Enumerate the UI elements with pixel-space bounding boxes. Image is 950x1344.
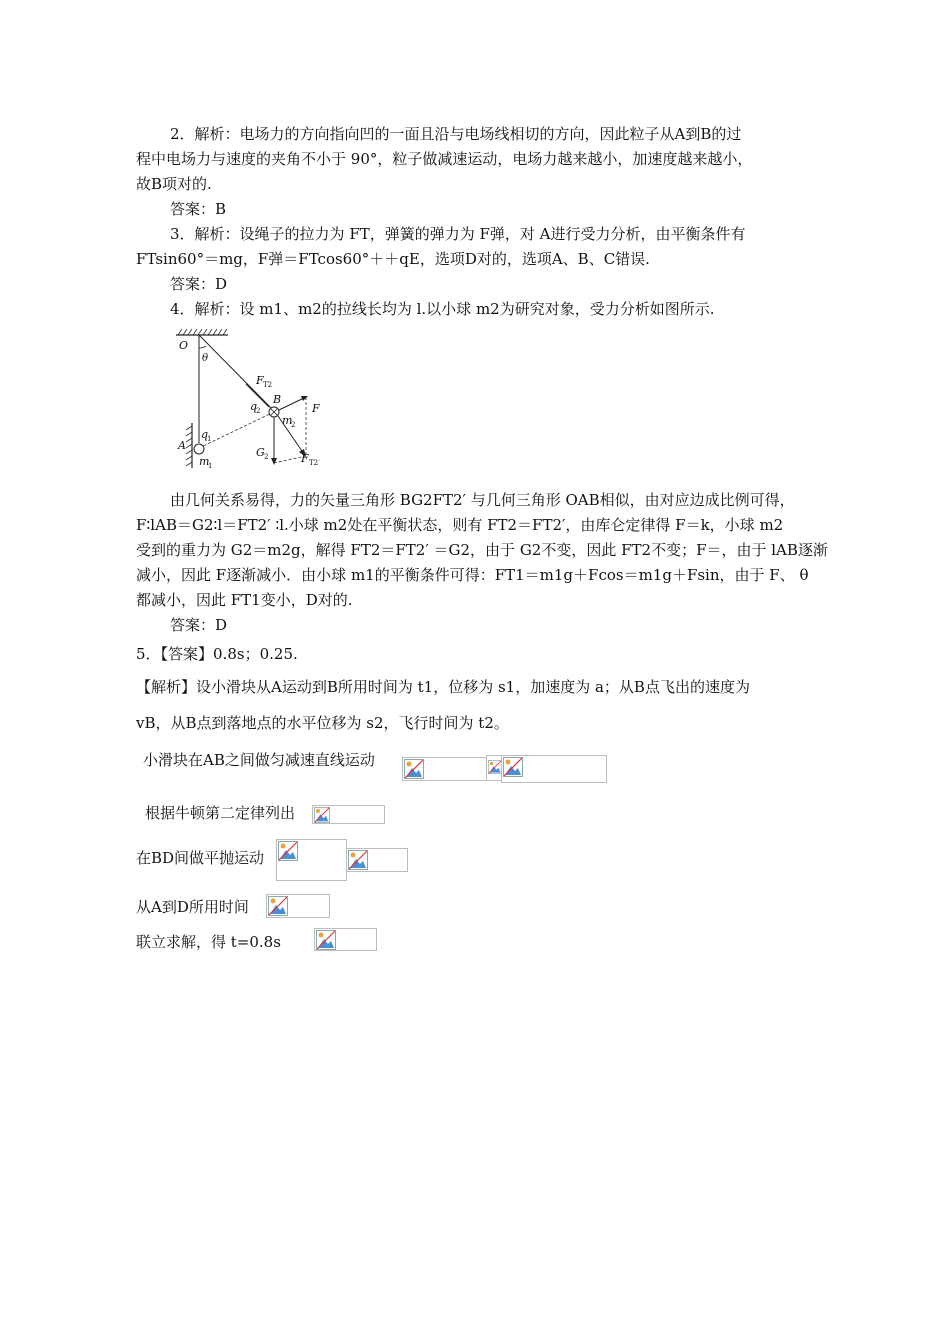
svg-text:1: 1 [207,435,212,443]
line-5-7: 联立求解，得 t=0.8s [136,933,281,951]
line-2-3: 故B项对的. [136,175,212,193]
line-5-4: 根据牛顿第二定律列出 [145,804,296,822]
line-4-3: F∶lAB＝G2∶l＝FT2′ ∶l.小球 m2处在平衡状态，则有 FT2＝FT2′，由库仑定律得 F＝k，小球 m2 [136,516,784,534]
line-2-1: 2．解析：电场力的方向指向凹的一面且沿与电场线相切的方向，因此粒子从A到B的过 [170,125,742,143]
broken-image-icon [268,896,288,916]
line-4-5: 减小，因此 F逐渐减小．由小球 m1的平衡条件可得：FT1＝m1g＋Fcos＝m1g＋Fsin，由于 F、 θ [136,566,809,584]
line-4-1: 4．解析：设 m1、m2的拉线长均为 l.以小球 m2为研究对象，受力分析如图所示. [170,300,715,318]
line-4-2: 由几何关系易得，力的矢量三角形 BG2FT2′ 与几何三角形 OAB相似，由对应边成比例可得， [170,491,795,509]
label-FT2: F [256,374,264,387]
label-A: A [178,439,186,452]
label-m1: m [199,455,210,468]
svg-text:T2′: T2′ [309,459,320,467]
label-q2: q [250,400,258,413]
answer-5: 5．【答案】0.8s；0.25. [136,645,298,663]
broken-image [312,805,385,824]
svg-text:2: 2 [264,453,269,461]
line-3-1: 3．解析：设绳子的拉力为 FT，弹簧的弹力为 F弹，对 A进行受力分析，由平衡条件有 [170,225,746,243]
label-theta: θ [202,353,209,364]
label-G2: G [256,446,265,459]
label-q1: q [201,428,209,441]
broken-image-icon [314,807,330,823]
broken-image [501,755,607,783]
broken-image-icon [404,759,424,779]
svg-text:2: 2 [291,421,296,429]
label-F: F [312,402,320,415]
broken-image-icon [348,850,368,870]
svg-text:T2: T2 [263,381,273,389]
line-5-6: 从A到D所用时间 [136,898,249,916]
broken-image [486,755,502,781]
broken-image-icon [503,757,523,777]
line-4-6: 都减小，因此 FT1变小，D对的. [136,591,353,609]
broken-image-icon [316,930,336,950]
line-4-4: 受到的重力为 G2＝m2g，解得 FT2＝FT2′ ＝G2，由于 G2不变，因此 FT2不变；F＝，由于 lAB逐渐 [136,541,828,559]
answer-4: 答案：D [170,616,228,634]
line-5-2: vB，从B点到落地点的水平位移为 s2，飞行时间为 t2。 [136,714,509,732]
svg-text:1: 1 [208,462,213,470]
answer-3: 答案：D [170,275,228,293]
line-2-2: 程中电场力与速度的夹角不小于 90°，粒子做减速运动，电场力越来越小，加速度越来越小， [136,150,753,168]
broken-image [402,757,488,781]
answer-2: 答案：B [170,200,227,218]
label-m2: m [282,414,293,427]
line-5-3: 小滑块在AB之间做匀减速直线运动 [143,751,375,769]
line-5-1: 【解析】设小滑块从A运动到B所用时间为 t1，位移为 s1，加速度为 a；从B点飞出的速度为 [136,678,750,696]
broken-image [266,894,330,918]
broken-image [276,839,347,881]
force-diagram [168,328,338,480]
broken-image-icon [488,757,502,777]
label-B: B [273,393,282,406]
broken-image [314,928,377,951]
svg-text:2: 2 [256,407,261,415]
label-FT2-prime: F [301,452,309,465]
line-3-2: FTsin60°＝mg，F弹＝FTcos60°＋＋qE，选项D对的，选项A、B、C错误. [136,250,650,268]
broken-image [346,848,408,872]
broken-image-icon [278,841,298,861]
label-O: O [179,339,189,352]
line-5-5: 在BD间做平抛运动 [136,849,265,867]
